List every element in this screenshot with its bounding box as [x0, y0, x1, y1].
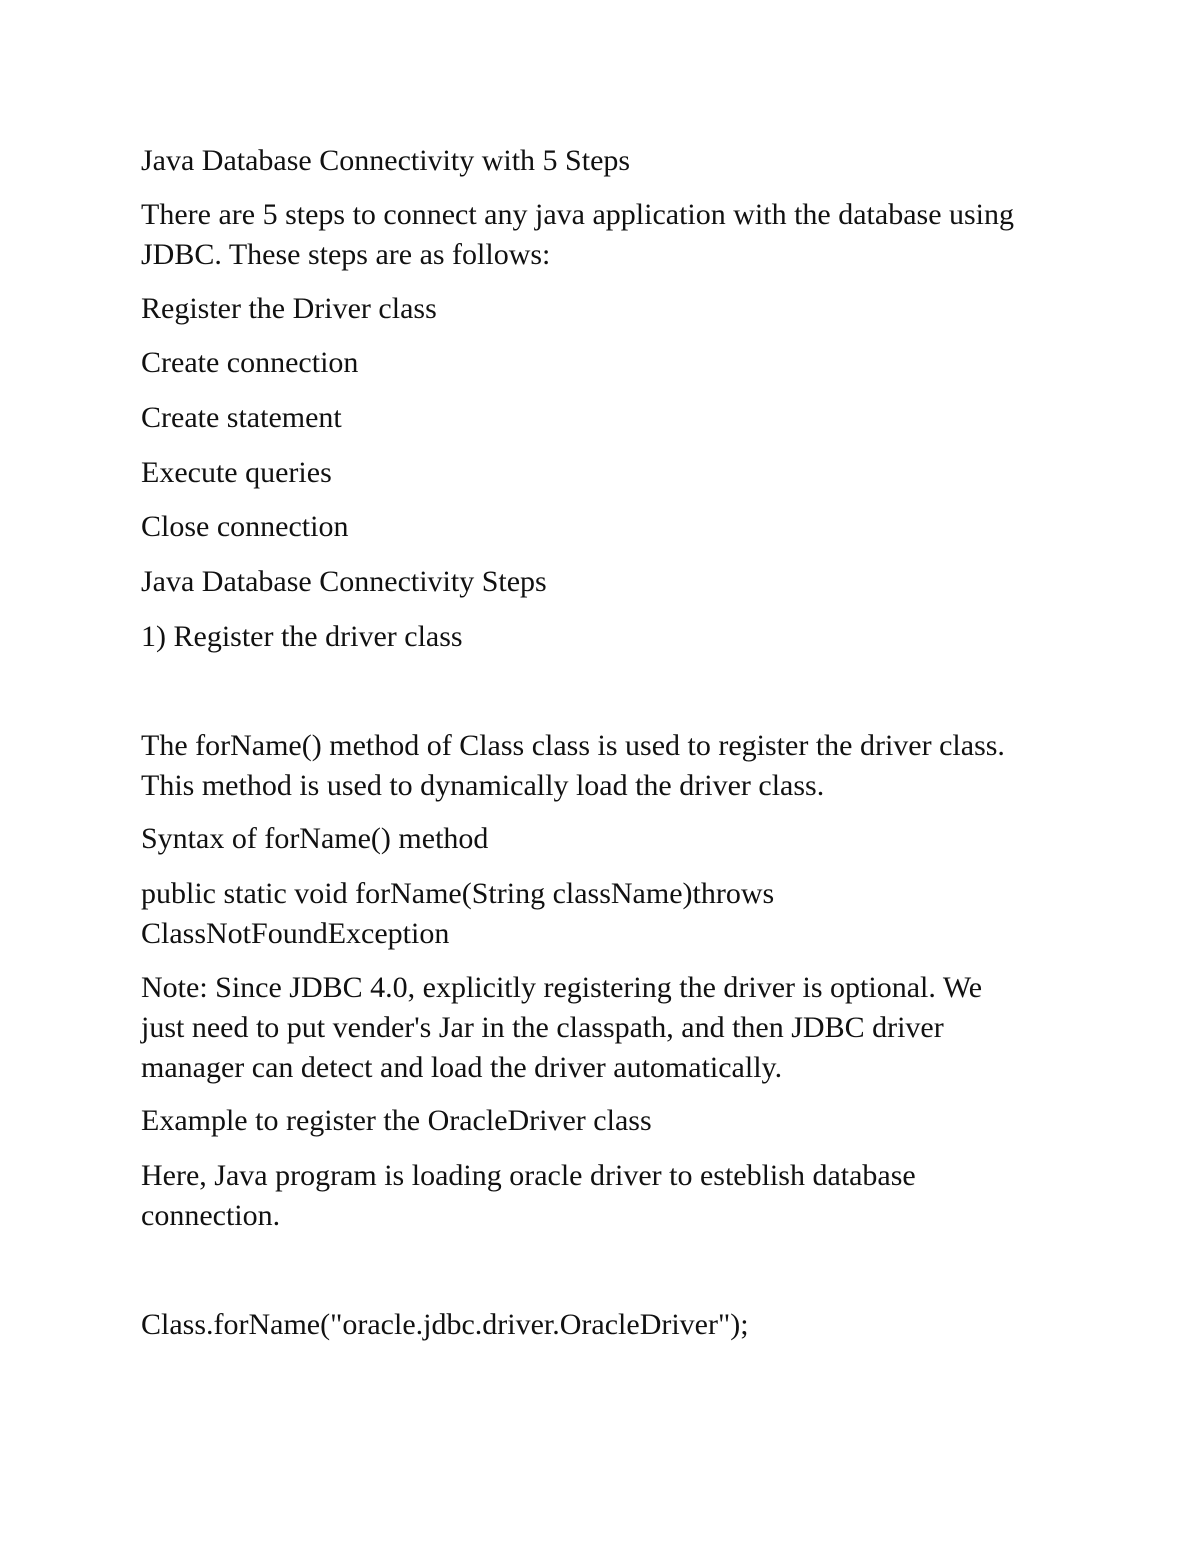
code-example: Class.forName("oracle.jdbc.driver.OracleDriver");	[141, 1308, 749, 1341]
step-create-statement: Create statement	[141, 401, 342, 434]
syntax-heading: Syntax of forName() method	[141, 822, 489, 855]
step-close-connection: Close connection	[141, 510, 349, 543]
section-heading: Java Database Connectivity Steps	[141, 565, 547, 598]
step-register-driver: Register the Driver class	[141, 292, 437, 325]
intro-line-1: There are 5 steps to connect any java application with the database using	[141, 198, 1015, 231]
step-execute-queries: Execute queries	[141, 456, 332, 489]
subsection-heading: 1) Register the driver class	[141, 620, 463, 653]
example-description-line-1: Here, Java program is loading oracle driver to esteblish database	[141, 1159, 916, 1192]
example-heading: Example to register the OracleDriver class	[141, 1104, 652, 1137]
note-line-1: Note: Since JDBC 4.0, explicitly registering the driver is optional. We	[141, 971, 983, 1004]
note-line-3: manager can detect and load the driver automatically.	[141, 1051, 783, 1084]
forname-description-line-1: The forName() method of Class class is used to register the driver class.	[141, 729, 1005, 762]
syntax-line-1: public static void forName(String className)throws	[141, 877, 775, 910]
intro-line-2: JDBC. These steps are as follows:	[141, 238, 551, 271]
example-description-line-2: connection.	[141, 1199, 281, 1232]
syntax-line-2: ClassNotFoundException	[141, 917, 450, 950]
step-create-connection: Create connection	[141, 346, 359, 379]
forname-description-line-2: This method is used to dynamically load the driver class.	[141, 769, 825, 802]
note-line-2: just need to put vender's Jar in the classpath, and then JDBC driver	[141, 1011, 944, 1044]
document-title: Java Database Connectivity with 5 Steps	[141, 144, 631, 177]
